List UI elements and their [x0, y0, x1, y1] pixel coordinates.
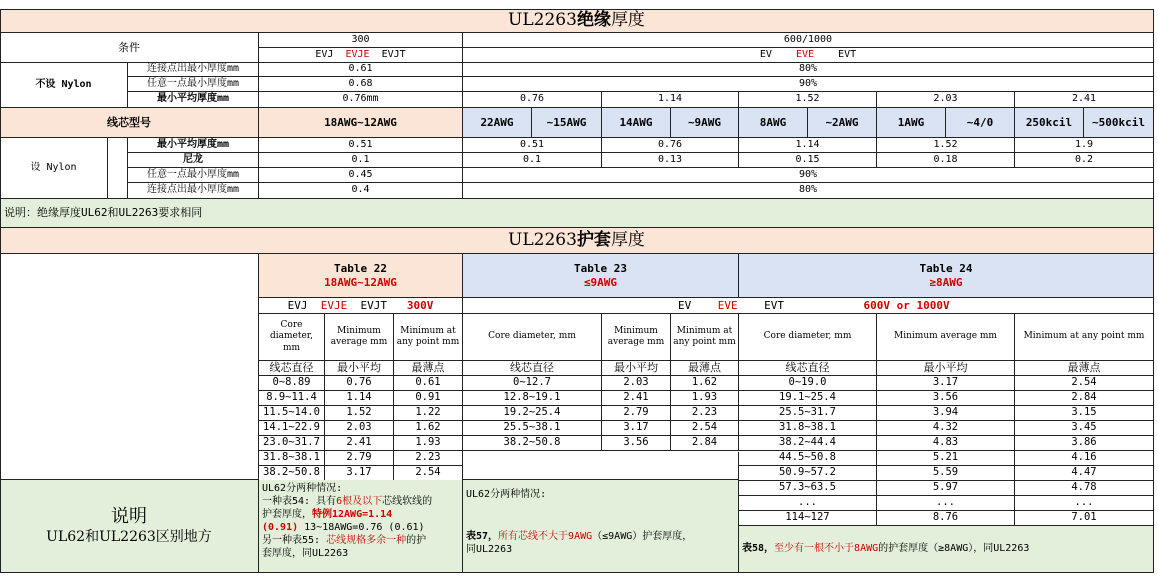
- nylon-v3: 0.18: [877, 153, 1015, 168]
- table23-row-cell: 2.84: [671, 436, 739, 451]
- with-nylon-conn-600: 80%: [463, 183, 1154, 199]
- t22-cn-pt: 最薄点: [394, 361, 463, 376]
- t24-col-core: Core diameter, mm: [739, 314, 877, 361]
- no-nylon-avg-v0: 0.76: [463, 92, 602, 108]
- note22-line2: 一种表54: 具有6根及以下芯线软线的: [262, 496, 433, 507]
- wire-type-label: 线芯型号: [0, 108, 259, 138]
- table22-row-cell: 1.62: [394, 421, 463, 436]
- title-bold: 绝缘: [576, 9, 611, 30]
- t22-type-evje: EVJE: [320, 298, 348, 312]
- table22-row-cell: 8.9~11.4: [259, 391, 325, 406]
- table23-row-cell: 12.8~19.1: [463, 391, 602, 406]
- table22-row-cell: 2.79: [325, 451, 394, 466]
- with-nylon-conn-300: 0.4: [259, 183, 463, 199]
- table24-row-cell: 38.2~44.4: [739, 436, 877, 451]
- with-nylon-avg-v1: 0.76: [602, 138, 739, 153]
- table22-row-cell: 2.41: [325, 436, 394, 451]
- wire-250kcil: 250kcil: [1015, 108, 1084, 138]
- with-nylon-label: 设 Nylon: [0, 138, 108, 199]
- table23-row-cell: 25.5~38.1: [463, 421, 602, 436]
- wire-500kcil: ~500kcil: [1084, 108, 1154, 138]
- insulation-note: 说明：绝缘厚度UL62和UL2263要求相同: [0, 199, 1154, 228]
- jacket-blank-left: [0, 254, 259, 480]
- table24-row-cell: 3.56: [877, 391, 1015, 406]
- jacket-title-bold: 护套: [576, 229, 611, 250]
- with-nylon-any-label: 任意一点最小厚度mm: [128, 168, 259, 183]
- table24-row-cell: 4.83: [877, 436, 1015, 451]
- table23-name: Table 23: [574, 261, 627, 275]
- with-nylon-avg-v3: 1.52: [877, 138, 1015, 153]
- type-evj: EVJ: [315, 48, 334, 60]
- with-nylon-avg-v4: 1.9: [1015, 138, 1154, 153]
- table24-row-cell: 4.32: [877, 421, 1015, 436]
- t22-cn-avg: 最小平均: [325, 361, 394, 376]
- wire-1awg: 1AWG: [877, 108, 946, 138]
- table22-row-cell: 0.91: [394, 391, 463, 406]
- t23-col-pt: Minimum at any point mm: [671, 314, 739, 361]
- note22-line1: UL62分两种情况:: [262, 483, 343, 494]
- table23-header: [463, 254, 739, 298]
- table24-row-cell: 4.16: [1015, 451, 1154, 466]
- note22-line5: 另一种表55: 芯线规格多余一种的护: [262, 535, 427, 546]
- wire-9awg: ~9AWG: [671, 108, 739, 138]
- with-nylon-avg-v0: 0.51: [463, 138, 602, 153]
- table24-row-cell: ...: [877, 496, 1015, 511]
- table23-24-types: [463, 298, 1154, 314]
- table22-row-cell: 0.61: [394, 376, 463, 391]
- wire-14awg: 14AWG: [602, 108, 671, 138]
- no-nylon-any-300: 0.68: [259, 77, 463, 92]
- table23-row-cell: 3.17: [602, 421, 671, 436]
- table23-row-cell: 1.62: [671, 376, 739, 391]
- no-nylon-avg-v4: 2.41: [1015, 92, 1154, 108]
- with-nylon-conn-label: 连接点出最小厚度mm: [128, 183, 259, 199]
- nylon-v0: 0.1: [463, 153, 602, 168]
- table24-row-cell: 3.94: [877, 406, 1015, 421]
- table22-row-cell: 23.0~31.7: [259, 436, 325, 451]
- type-evjt: EVJT: [381, 48, 406, 60]
- table22-row-cell: 0.76: [325, 376, 394, 391]
- note23-line2: 表57，所有芯线不大于9AWG（≤9AWG）护套厚度，: [466, 530, 693, 542]
- t23-type-eve: EVE: [717, 298, 738, 312]
- nylon-label: 尼龙: [128, 153, 259, 168]
- wire-4-0: ~4/0: [946, 108, 1015, 138]
- table22-row-cell: 0~8.89: [259, 376, 325, 391]
- note24-rest: 的护套厚度（≥8AWG），同UL2263: [878, 542, 1030, 554]
- condition-label: 条件: [0, 33, 259, 63]
- wire-15awg: ~15AWG: [532, 108, 602, 138]
- type-eve: EVE: [795, 48, 815, 60]
- table24-range: ≥8AWG: [929, 275, 963, 289]
- table22-row-cell: 1.22: [394, 406, 463, 421]
- table22-row-cell: 1.52: [325, 406, 394, 421]
- table24-row-cell: 25.5~31.7: [739, 406, 877, 421]
- jacket-title-suffix: 厚度: [610, 229, 645, 250]
- jacket-note-table24: [739, 526, 1154, 573]
- table23-blank-area: [463, 452, 739, 480]
- table24-row-cell: 3.15: [1015, 406, 1154, 421]
- table24-row-cell: 3.86: [1015, 436, 1154, 451]
- no-nylon-avg-300: 0.76mm: [259, 92, 463, 108]
- table22-name: Table 22: [334, 261, 387, 275]
- table22-row-cell: 3.17: [325, 466, 394, 481]
- no-nylon-avg-label: 最小平均厚度mm: [128, 92, 259, 108]
- no-nylon-avg-v1: 1.14: [602, 92, 739, 108]
- t23-cn-pt: 最薄点: [671, 361, 739, 376]
- no-nylon-conn-600: 80%: [463, 63, 1154, 77]
- wire-8awg: 8AWG: [739, 108, 808, 138]
- table22-row-cell: 1.93: [394, 436, 463, 451]
- note22-line6: 套厚度，同UL2263: [262, 548, 349, 559]
- jacket-note-subtitle: UL62和UL2263区别地方: [46, 528, 212, 545]
- table24-row-cell: 5.21: [877, 451, 1015, 466]
- table24-row-cell: 31.8~38.1: [739, 421, 877, 436]
- note22-line3: 护套厚度，特例12AWG=1.14: [262, 509, 393, 520]
- table23-range: ≤9AWG: [583, 275, 618, 289]
- type-ev: EV: [759, 48, 772, 60]
- nylon-v4: 0.2: [1015, 153, 1154, 168]
- jacket-note-table22: [259, 480, 463, 573]
- note24-red: 至少有一根不小于8AWG: [774, 542, 879, 554]
- t22-type-evj: EVJ: [287, 298, 308, 312]
- table24-row-cell: 19.1~25.4: [739, 391, 877, 406]
- types-300: [259, 48, 463, 63]
- table24-row-cell: 8.76: [877, 511, 1015, 526]
- table22-row-cell: 31.8~38.1: [259, 451, 325, 466]
- type-evje: EVJE: [345, 48, 370, 60]
- table24-row-cell: ...: [739, 496, 877, 511]
- nylon-300: 0.1: [259, 153, 463, 168]
- title-prefix: UL2263: [508, 9, 577, 30]
- table23-row-cell: 38.2~50.8: [463, 436, 602, 451]
- no-nylon-any-label: 任意一点最小厚度mm: [128, 77, 259, 92]
- t22-col-avg: Minimum average mm: [325, 314, 394, 361]
- table24-row-cell: 7.01: [1015, 511, 1154, 526]
- types-600: [463, 48, 1154, 63]
- table23-row-cell: 2.23: [671, 406, 739, 421]
- jacket-note-left: [0, 480, 259, 573]
- table24-row-cell: 114~127: [739, 511, 877, 526]
- table24-row-cell: 4.78: [1015, 481, 1154, 496]
- no-nylon-conn-label: 连接点出最小厚度mm: [128, 63, 259, 77]
- table22-row-cell: 1.14: [325, 391, 394, 406]
- table24-row-cell: 5.59: [877, 466, 1015, 481]
- insulation-title: [0, 9, 1154, 33]
- t22-type-evjt: EVJT: [360, 298, 387, 312]
- table22-types: [259, 298, 463, 314]
- t22-col-pt: Minimum at any point mm: [394, 314, 463, 361]
- t23-cn-avg: 最小平均: [602, 361, 671, 376]
- table24-row-cell: 2.84: [1015, 391, 1154, 406]
- table24-header: [739, 254, 1154, 298]
- no-nylon-avg-v2: 1.52: [739, 92, 877, 108]
- no-nylon-any-600: 90%: [463, 77, 1154, 92]
- table23-row-cell: 3.56: [602, 436, 671, 451]
- table24-row-cell: 3.17: [877, 376, 1015, 391]
- with-nylon-avg-300: 0.51: [259, 138, 463, 153]
- table24-row-cell: 57.3~63.5: [739, 481, 877, 496]
- t24-type-evt: EVT: [764, 298, 784, 312]
- table22-row-cell: 2.03: [325, 421, 394, 436]
- nylon-v1: 0.13: [602, 153, 739, 168]
- t24-col-avg: Minimum average mm: [877, 314, 1015, 361]
- table22-range: 18AWG~12AWG: [324, 275, 397, 289]
- table23-row-cell: 2.03: [602, 376, 671, 391]
- jacket-note-title: 说明: [111, 506, 147, 527]
- no-nylon-conn-300: 0.61: [259, 63, 463, 77]
- note24-prefix: 表58，: [742, 542, 775, 554]
- wire-22awg: 22AWG: [463, 108, 532, 138]
- table23-row-cell: 2.54: [671, 421, 739, 436]
- t24-cn-avg: 最小平均: [877, 361, 1015, 376]
- note22-line4: (0.91) 13~18AWG=0.76 (0.61): [262, 522, 425, 533]
- with-nylon-spacer: [108, 138, 128, 199]
- no-nylon-avg-v3: 2.03: [877, 92, 1015, 108]
- table24-row-cell: 2.54: [1015, 376, 1154, 391]
- title-suffix: 厚度: [610, 9, 645, 30]
- table24-row-cell: 5.97: [877, 481, 1015, 496]
- jacket-title-prefix: UL2263: [508, 229, 577, 250]
- t22-volt: 300V: [406, 298, 434, 312]
- t24-volt: 600V or 1000V: [863, 298, 950, 312]
- table22-row-cell: 14.1~22.9: [259, 421, 325, 436]
- table24-row-cell: ...: [1015, 496, 1154, 511]
- note23-line1: UL62分两种情况:: [466, 489, 547, 500]
- t22-col-core: Core diameter, mm: [259, 314, 325, 361]
- nylon-v2: 0.15: [739, 153, 877, 168]
- t23-col-core: Core diameter, mm: [463, 314, 602, 361]
- jacket-note-table23: [463, 480, 739, 573]
- jacket-title: [0, 228, 1154, 254]
- frame-left: [0, 9, 1, 573]
- no-nylon-label: 不设 Nylon: [0, 63, 128, 108]
- voltage-600-1000: 600/1000: [463, 33, 1154, 48]
- with-nylon-avg-v2: 1.14: [739, 138, 877, 153]
- table23-row-cell: 0~12.7: [463, 376, 602, 391]
- t24-col-pt: Minimum at any point mm: [1015, 314, 1154, 361]
- t24-cn-core: 线芯直径: [739, 361, 877, 376]
- with-nylon-avg-label: 最小平均厚度mm: [128, 138, 259, 153]
- table23-row-cell: 19.2~25.4: [463, 406, 602, 421]
- frame-top: [0, 9, 1154, 10]
- wire-300: 18AWG~12AWG: [259, 108, 463, 138]
- table22-row-cell: 11.5~14.0: [259, 406, 325, 421]
- note23-line3: 同UL2263: [466, 544, 513, 555]
- table22-row-cell: 2.23: [394, 451, 463, 466]
- table23-row-cell: 2.79: [602, 406, 671, 421]
- table23-row-cell: 2.41: [602, 391, 671, 406]
- voltage-300: 300: [259, 33, 463, 48]
- table22-row-cell: 2.54: [394, 466, 463, 481]
- with-nylon-any-300: 0.45: [259, 168, 463, 183]
- table24-name: Table 24: [919, 261, 973, 275]
- type-evt: EVT: [838, 48, 857, 60]
- table24-row-cell: 44.5~50.8: [739, 451, 877, 466]
- table23-row-cell: 1.93: [671, 391, 739, 406]
- table24-row-cell: 4.47: [1015, 466, 1154, 481]
- with-nylon-any-600: 90%: [463, 168, 1154, 183]
- t23-cn-core: 线芯直径: [463, 361, 602, 376]
- wire-2awg: ~2AWG: [808, 108, 877, 138]
- table24-row-cell: 3.45: [1015, 421, 1154, 436]
- t22-cn-core: 线芯直径: [259, 361, 325, 376]
- t24-cn-pt: 最薄点: [1015, 361, 1154, 376]
- table22-row-cell: 38.2~50.8: [259, 466, 325, 481]
- t23-type-ev: EV: [678, 298, 692, 312]
- table24-row-cell: 50.9~57.2: [739, 466, 877, 481]
- t23-col-avg: Minimum average mm: [602, 314, 671, 361]
- table22-header: [259, 254, 463, 298]
- table24-row-cell: 0~19.0: [739, 376, 877, 391]
